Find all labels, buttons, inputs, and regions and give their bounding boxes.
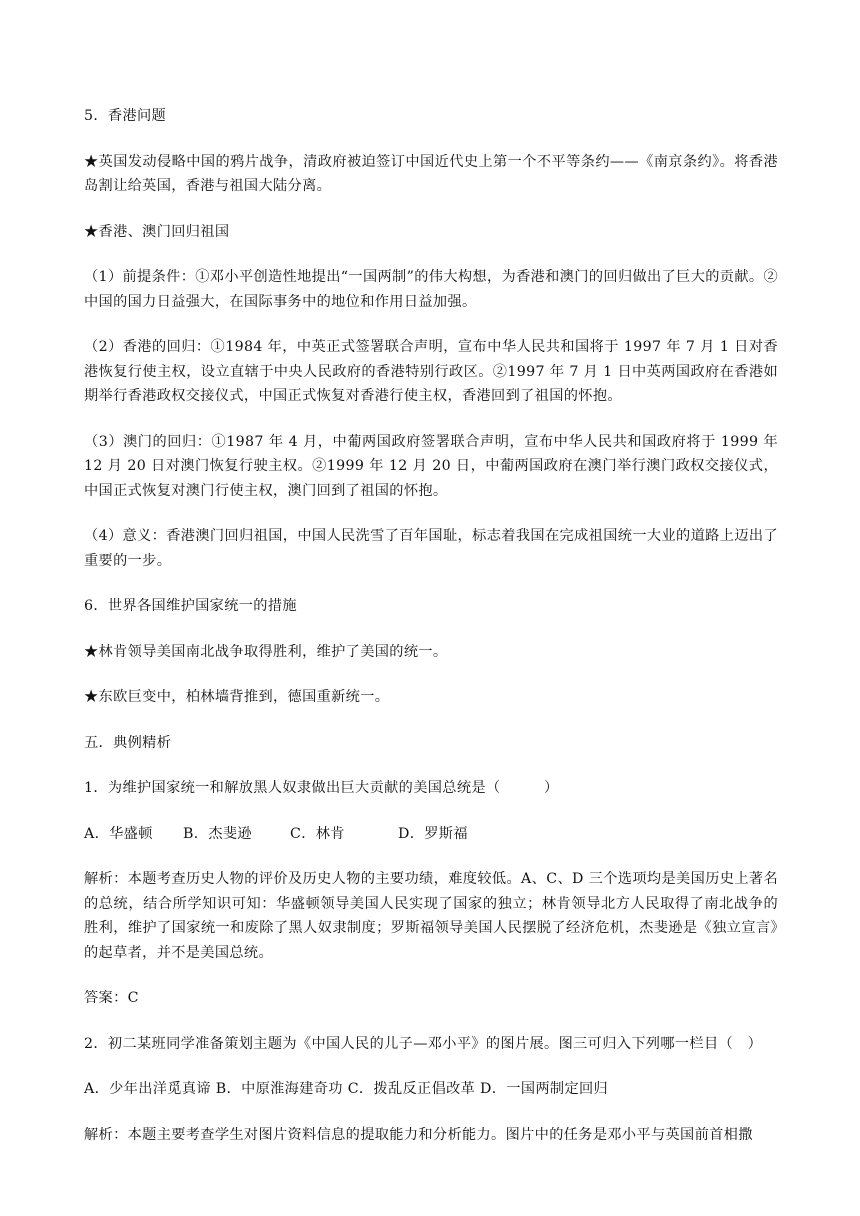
- paragraph-return-heading: ★香港、澳门回归祖国: [84, 223, 230, 240]
- question-1-answer: 答案：C: [84, 990, 139, 1006]
- paragraph-significance: （4）意义：香港澳门回归祖国，中国人民洗雪了百年国耻，标志着我国在完成祖国统一大业的道路上迈出了重要的一步。: [84, 528, 778, 569]
- section-heading-5: 5．香港问题: [84, 108, 167, 124]
- question-2-analysis: 解析：本题主要考查学生对图片资料信息的提取能力和分析能力。图片中的任务是邓小平与英国前首相撒: [84, 1126, 753, 1143]
- section-heading-6: 6．世界各国维护国家统一的措施: [84, 598, 297, 614]
- document-page: [84, 104, 778, 1168]
- question-2: 2．初二某班同学准备策划主题为《中国人民的儿子—邓小平》的图片展。图三可归入下列哪一栏目（ ）: [84, 1035, 763, 1052]
- paragraph-opium-war: ★英国发动侵略中国的鸦片战争，清政府被迫签订中国近代史上第一个不平等条约——《南京条约》。将香港岛割让给英国，香港与祖国大陆分离。: [84, 153, 778, 194]
- question-1-analysis: 解析：本题考查历史人物的评价及历史人物的主要功绩，难度较低。A、C、D 三个选项均是美国历史上著名的总统，结合所学知识可知：华盛顿领导美国人民实现了国家的独立；林肯领导北方人民取得了南北战争的胜利，维护了国家统一和废除了黑人奴隶制度；罗斯福领导美国人民摆脱了经济危机，杰斐逊是《独立宣言》的起草者，并不是美国总统。: [84, 871, 778, 961]
- paragraph-macau-return: （3）澳门的回归：①1987 年 4 月，中葡两国政府签署联合声明，宣布中华人民共和国政府将于 1999 年 12 月 20 日对澳门恢复行驶主权。②1999 年 12 月 20 日，中葡两国政府在澳门举行澳门政权交接仪式，中国正式恢复对澳门行使主权，澳门回到了祖国的怀抱。: [84, 433, 778, 499]
- option-a: A．华盛顿: [84, 825, 153, 842]
- question-1-options: [84, 822, 778, 847]
- paragraph-precondition: （1）前提条件：①邓小平创造性地提出“一国两制”的伟大构想，为香港和澳门的回归做出了巨大的贡献。②中国的国力日益强大，在国际事务中的地位和作用日益加强。: [84, 269, 778, 310]
- option-c: C．林肯: [290, 825, 345, 842]
- option-b: B．杰斐逊: [183, 825, 252, 842]
- paragraph-germany: ★东欧巨变中，柏林墙背推到，德国重新统一。: [84, 689, 390, 705]
- question-1: 1．为维护国家统一和解放黑人奴隶做出巨大贡献的美国总统是（ ）: [84, 780, 559, 796]
- paragraph-hongkong-return: （2）香港的回归：①1984 年，中英正式签署联合声明，宣布中华人民共和国将于 1997 年 7 月 1 日对香港恢复行使主权，设立直辖于中央人民政府的香港特别行政区。②1997 年 7 月 1 日中英两国政府在香港如期举行香港政权交接仪式，中国正式恢复对香港行使主权，香港回到了祖国的怀抱。: [84, 339, 778, 404]
- option-d: D．罗斯福: [398, 825, 468, 842]
- paragraph-lincoln: ★林肯领导美国南北战争取得胜利，维护了美国的统一。: [84, 643, 448, 660]
- section-heading-examples: 五．典例精析: [84, 734, 172, 751]
- question-2-options: A．少年出洋觅真谛 B．中原淮海建奇功 C．拨乱反正倡改革 D．一国两制定回归: [84, 1081, 609, 1097]
